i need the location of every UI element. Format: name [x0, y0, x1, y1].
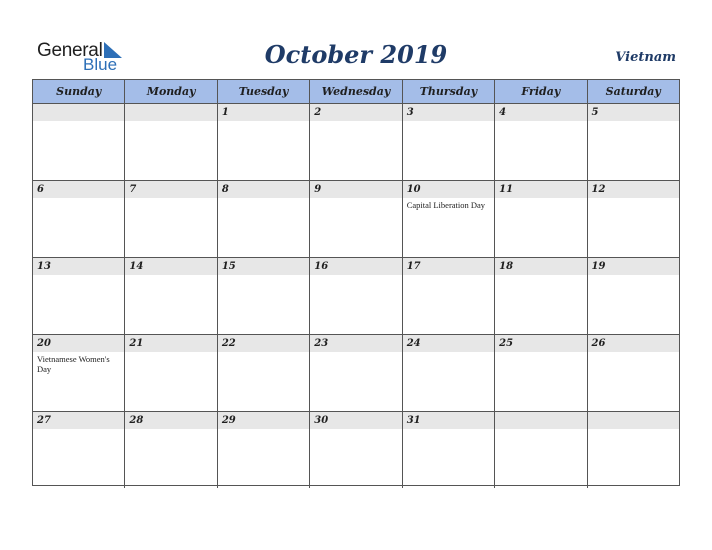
day-cell: [33, 181, 124, 257]
day-cell: [587, 258, 679, 334]
day-number: 19: [588, 258, 679, 275]
day-cell: [309, 412, 401, 488]
day-number: 1: [218, 104, 309, 121]
day-cell: [217, 181, 309, 257]
day-number: 9: [310, 181, 401, 198]
day-number: 25: [495, 335, 586, 352]
week-row-4: [33, 335, 679, 412]
day-number: 4: [495, 104, 586, 121]
day-cell: [33, 258, 124, 334]
day-cell: [587, 412, 679, 488]
day-cell: [402, 181, 494, 257]
day-cell: [494, 258, 586, 334]
page-title: October 2019: [264, 40, 448, 69]
day-number: 6: [33, 181, 124, 198]
week-row-2: [33, 181, 679, 258]
day-cell: [217, 104, 309, 180]
day-cell: [402, 335, 494, 411]
day-number: 3: [403, 104, 494, 121]
day-number: 20: [33, 335, 124, 352]
day-number: 24: [403, 335, 494, 352]
day-cell: [402, 258, 494, 334]
day-number: [495, 412, 586, 429]
day-number: 26: [588, 335, 679, 352]
day-cell: [217, 335, 309, 411]
day-cell: [309, 335, 401, 411]
day-cell: [587, 104, 679, 180]
day-cell: [33, 412, 124, 488]
day-number: 15: [218, 258, 309, 275]
day-number: 2: [310, 104, 401, 121]
day-number: 14: [125, 258, 216, 275]
day-number: 23: [310, 335, 401, 352]
day-cell: [494, 412, 586, 488]
day-number: 31: [403, 412, 494, 429]
day-cell: [124, 181, 216, 257]
day-number: 13: [33, 258, 124, 275]
weekday-header-thursday: Thursday: [402, 80, 494, 103]
weekday-header-friday: Friday: [494, 80, 586, 103]
day-number: [33, 104, 124, 121]
day-number: 7: [125, 181, 216, 198]
day-number: 8: [218, 181, 309, 198]
day-cell: [402, 412, 494, 488]
day-cell: [587, 335, 679, 411]
day-number: 12: [588, 181, 679, 198]
weekday-header-sunday: Sunday: [56, 85, 102, 98]
day-number: 10: [403, 181, 494, 198]
week-row-3: [33, 258, 679, 335]
day-cell: [217, 412, 309, 488]
day-cell: [124, 335, 216, 411]
day-cell: [494, 181, 586, 257]
day-cell: [33, 104, 124, 180]
day-cell: [587, 181, 679, 257]
day-number: 21: [125, 335, 216, 352]
day-number: 22: [218, 335, 309, 352]
day-cell: [402, 104, 494, 180]
day-number: 11: [495, 181, 586, 198]
day-number: [125, 104, 216, 121]
day-number: 18: [495, 258, 586, 275]
weekday-header-row: [33, 80, 679, 104]
logo-general-text: General: [37, 40, 103, 61]
week-row-5: [33, 412, 679, 488]
day-cell: [33, 335, 124, 411]
day-cell: [217, 258, 309, 334]
day-cell: [309, 181, 401, 257]
weekday-header-tuesday: Tuesday: [217, 80, 309, 103]
weekday-header-monday: Monday: [124, 80, 216, 103]
calendar-grid: [32, 79, 680, 486]
day-number: 28: [125, 412, 216, 429]
day-cell: [124, 104, 216, 180]
logo-blue-text: Blue: [83, 55, 118, 74]
country-label: Vietnam: [615, 50, 676, 65]
weekday-header-wednesday: Wednesday: [309, 80, 401, 103]
day-cell: [494, 335, 586, 411]
day-number: 27: [33, 412, 124, 429]
day-cell: [494, 104, 586, 180]
day-number: 17: [403, 258, 494, 275]
holiday-event: Capital Liberation Day: [406, 200, 486, 210]
day-number: 5: [588, 104, 679, 121]
week-row-1: [33, 104, 679, 181]
day-cell: [309, 104, 401, 180]
day-cell: [309, 258, 401, 334]
day-number: 30: [310, 412, 401, 429]
day-number: [588, 412, 679, 429]
day-number: 16: [310, 258, 401, 275]
day-cell: [124, 412, 216, 488]
day-cell: [124, 258, 216, 334]
holiday-event: Vietnamese Women's Day: [37, 354, 110, 374]
day-number: 29: [218, 412, 309, 429]
weekday-header-saturday: Saturday: [587, 80, 679, 103]
